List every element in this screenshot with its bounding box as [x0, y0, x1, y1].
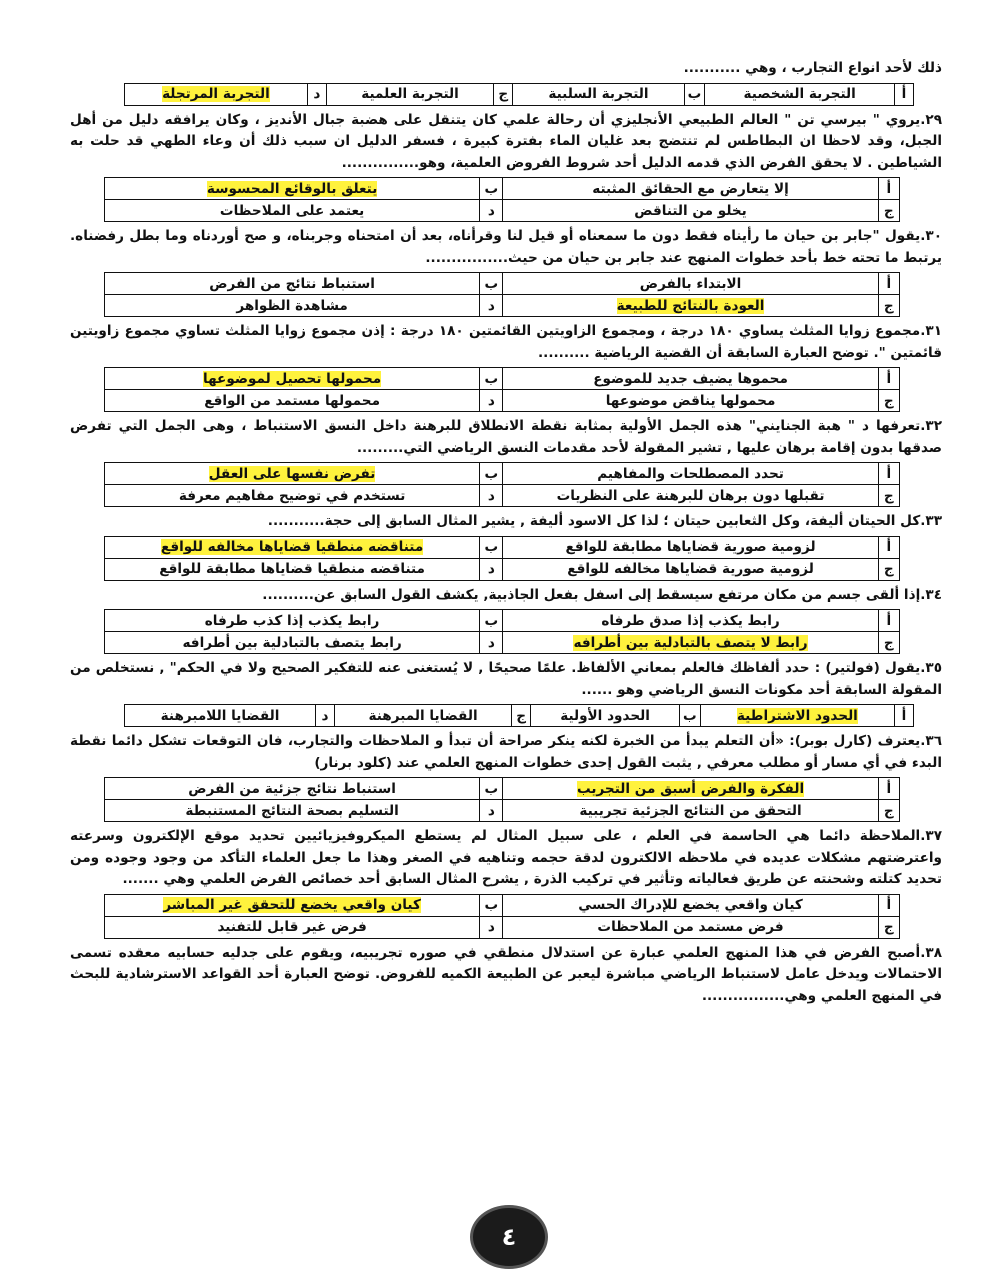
option-text — [503, 778, 878, 800]
option-label: الحدود الأولية — [560, 707, 650, 724]
option-text — [503, 800, 878, 822]
question-text: ٢٩.يروي " بيرسي تن " العالم الطبيعي الأنجليزي أن رحالة علمي كان يتنقل على هضبة جبال الأنديز ، وكان يرافقه دليل من أهل الجبل، وقد لاحظا ان البطاطس لم تنتضج بعد غليان الماء بفترة كبيرة ، فسفر الدليل ان سبب ذلك أن وعاء الطهي قد حلت به الشياطين . لا يحقق الفرض الذي قدمه الدليل أحد شروط الفروض العلمية، وهو............... — [70, 111, 942, 171]
option-text — [335, 705, 512, 727]
option-label: التجربة الشخصية — [743, 86, 856, 102]
option-letter: د — [480, 916, 503, 938]
option-letter: ب — [480, 610, 503, 632]
option-text — [503, 273, 878, 295]
option-text — [503, 916, 878, 938]
option-text — [105, 536, 480, 558]
option-text — [503, 295, 878, 317]
highlighted-answer: محمولها تحصيل لموضوعها — [202, 370, 382, 387]
answer-options-table — [104, 272, 900, 317]
option-label: يخلو من التناقض — [634, 202, 747, 219]
question-text: ٣٨.أصبح الفرض في هذا المنهج العلمي عبارة عن استدلال منطقي في صوره تجريبيه، ويقوم على جدليه حسابيه معقده تسمى الاحتمالات ويدخل عامل لاستنباط الرياضي مباشرة ليعبر عن الطبيعة الكميه للفروض. توضح العبارة أحد القواعد الاسترشادية للبحث في المنهج العلمي وهي................ — [70, 944, 942, 1004]
option-text — [105, 916, 480, 938]
option-letter: ب — [480, 368, 503, 390]
question-text: ٣٠.يقول "جابر بن حيان ما رأيناه فقط دون ما سمعناه أو قيل لنا وقرأناه، بعد أن امتحناه وجربناه، و صح أوردناه وما بطل رفضناه. يرتبط ما تحته خط بأحد خطوات المنهج عند جابر بن حيان من حيث................ — [70, 228, 942, 266]
options-row — [105, 778, 900, 800]
option-text — [503, 536, 878, 558]
option-label: تحدد المصطلحات والمفاهيم — [597, 465, 784, 482]
option-label: كيان واقعي يخضع للإدراك الحسي — [578, 897, 803, 913]
option-label: الابتداء بالفرض — [639, 275, 742, 292]
option-label: فرض غير قابل للتفنيد — [217, 919, 367, 935]
option-label: يعتمد على الملاحظات — [219, 202, 365, 219]
question-text: ٣١.مجموع زوايا المثلث يساوي ١٨٠ درجة ، ومجموع الزاويتين القائمتين ١٨٠ درجة : إذن مجموع زوايا المثلث تساوي مجموع زاويتين قائمتين ". توضح العبارة السابقة أن القضية الرياضية .......... — [70, 323, 942, 361]
answer-options-table — [104, 367, 900, 412]
question-text: ٣٢.تعرفها د " هبة الجنايني" هذه الجمل الأولية بمثابة نقطة الانطلاق للبرهنة داخل النسق الاستنباط ، وهى الجمل التي تفرض صدقها بدون إقامة برهان عليها , تشير المقولة لأحد مقدمات النسق الرياضي التي......... — [70, 418, 942, 456]
option-letter: ج — [878, 916, 899, 938]
answer-options-table — [104, 609, 900, 654]
option-letter: أ — [895, 83, 914, 105]
option-letter: أ — [878, 178, 899, 200]
option-text — [125, 83, 308, 105]
answer-options-table — [104, 894, 900, 939]
question-text: ٣٦.يعترف (كارل بوبر): «أن التعلم يبدأ من الخبرة لكنه ينكر صراحة أن تبدأ و الملاحظات والتجارب، فان التوقعات تشكل دائما نقطة البدء في أي مسار أو مطلب معرفي , يثبت القول إحدى خطوات المنهج العلمي عند (كلود برنار) — [70, 733, 942, 771]
option-label: القضايا اللامبرهنة — [160, 707, 280, 724]
option-label: استنباط نتائج جزئية من الفرض — [188, 780, 396, 797]
option-text — [105, 273, 480, 295]
option-text — [105, 778, 480, 800]
option-label: متناقضه منطقيا قضاياها مطابقة للواقع — [159, 561, 425, 577]
option-letter: ب — [480, 178, 503, 200]
options-row — [105, 916, 900, 938]
option-text — [513, 83, 684, 105]
option-label: رابط يتصف بالتبادلية بين أطرافه — [182, 634, 402, 651]
option-text — [105, 368, 480, 390]
option-label: التجربة السلبية — [548, 86, 649, 102]
option-letter: ج — [878, 632, 899, 654]
question-text: ٣٤.إذا ألقى جسم من مكان مرتفع سيسقط إلى اسفل بفعل الجاذبية, يكشف القول السابق عن.......... — [262, 586, 942, 603]
option-letter: د — [480, 800, 503, 822]
question-text: ذلك لأحد انواع التجارب ، وهي ........... — [683, 60, 942, 76]
option-letter: ج — [512, 705, 531, 727]
options-row — [105, 485, 900, 507]
option-text — [503, 178, 878, 200]
option-letter: د — [480, 295, 503, 317]
option-label: التحقق من النتائج الجزئية تجريبية — [579, 802, 802, 819]
option-letter: أ — [878, 610, 899, 632]
highlighted-answer: تفرض نفسها على العقل — [208, 465, 376, 482]
options-row — [105, 894, 900, 916]
option-label: رابط يكذب إذا صدق طرفاه — [601, 612, 780, 629]
answer-options-table — [104, 177, 900, 222]
option-letter: أ — [878, 463, 899, 485]
option-letter: ب — [680, 705, 701, 727]
option-letter: ب — [480, 273, 503, 295]
option-letter: ج — [878, 390, 899, 412]
highlighted-answer: الحدود الاشتراطية — [736, 707, 858, 724]
option-text — [125, 705, 316, 727]
option-text — [105, 178, 480, 200]
option-letter: د — [307, 83, 326, 105]
options-row — [105, 536, 900, 558]
option-letter: د — [480, 485, 503, 507]
option-text — [503, 632, 878, 654]
option-label: محمولها مستمد من الواقع — [204, 392, 380, 409]
option-text — [503, 558, 878, 580]
option-letter: ج — [494, 83, 513, 105]
options-row — [105, 610, 900, 632]
options-row — [125, 83, 914, 105]
option-letter: د — [316, 705, 335, 727]
answer-options-table — [104, 536, 900, 581]
highlighted-answer: يتعلق بالوقائع المحسوسة — [206, 180, 378, 197]
options-row — [105, 178, 900, 200]
option-text — [105, 632, 480, 654]
option-letter: ج — [878, 200, 899, 222]
highlighted-answer: رابط لا يتصف بالتبادلية بين أطرافه — [573, 634, 808, 651]
option-label: استنباط نتائج من الفرض — [209, 275, 375, 292]
option-text — [503, 390, 878, 412]
option-letter: أ — [895, 705, 914, 727]
options-row — [105, 368, 900, 390]
option-letter: د — [480, 632, 503, 654]
option-label: التجربة العلمية — [361, 86, 459, 102]
option-text — [105, 800, 480, 822]
option-text — [503, 200, 878, 222]
options-row — [105, 463, 900, 485]
option-letter: ج — [878, 485, 899, 507]
highlighted-answer: كيان واقعي يخضع للتحقق غير المباشر — [163, 897, 421, 913]
option-letter: أ — [878, 368, 899, 390]
option-text — [105, 558, 480, 580]
option-label: إلا يتعارض مع الحقائق المثبته — [592, 180, 789, 197]
highlighted-answer: متناقضه منطقيا قضاياها مخالفه للواقع — [160, 539, 424, 555]
option-text — [531, 705, 680, 727]
options-row — [105, 295, 900, 317]
options-row — [105, 200, 900, 222]
answer-options-table — [104, 462, 900, 507]
option-text — [503, 463, 878, 485]
option-letter: ب — [480, 894, 503, 916]
option-letter: أ — [878, 536, 899, 558]
page-number-badge — [470, 1205, 548, 1269]
option-text — [326, 83, 493, 105]
option-label: لزومية صورية قضاياها مطابقة للواقع — [565, 539, 816, 555]
option-label: تقبلها دون برهان للبرهنة على النظريات — [556, 487, 825, 504]
option-letter: أ — [878, 894, 899, 916]
option-label: مشاهدة الظواهر — [236, 297, 348, 314]
option-text — [700, 705, 894, 727]
options-row — [105, 800, 900, 822]
highlighted-answer: التجربة المرتجلة — [162, 86, 270, 102]
option-letter: ب — [480, 778, 503, 800]
option-text — [503, 610, 878, 632]
options-row — [105, 273, 900, 295]
option-label: محمولها يناقض موضوعها — [605, 392, 776, 409]
option-text — [503, 368, 878, 390]
answer-options-table — [124, 704, 914, 727]
option-text — [105, 894, 480, 916]
option-label: تستخدم في توضيح مفاهيم معرفة — [178, 487, 406, 504]
highlighted-answer: العودة بالنتائج للطبيعة — [616, 297, 765, 314]
options-row — [125, 705, 914, 727]
options-row — [105, 390, 900, 412]
option-label: رابط يكذب إذا كذب طرفاه — [204, 612, 380, 629]
options-row — [105, 632, 900, 654]
option-text — [105, 200, 480, 222]
option-letter: أ — [878, 273, 899, 295]
option-letter: ب — [480, 463, 503, 485]
option-text — [105, 463, 480, 485]
option-label: محموها يضيف جديد للموضوع — [593, 370, 788, 387]
option-text — [105, 295, 480, 317]
option-text — [105, 485, 480, 507]
answer-options-table — [124, 83, 914, 106]
option-label: التسليم بصحة النتائج المستنبطة — [185, 802, 399, 819]
question-content — [70, 58, 942, 1007]
option-label: لزومية صورية قضاياها مخالفه للواقع — [567, 561, 814, 577]
option-letter: د — [480, 390, 503, 412]
option-text — [705, 83, 895, 105]
question-text: ٣٣.كل الحيتان أليفة، وكل الثعابين حيتان ؛ لذا كل الاسود أليفة , يشير المثال السابق إلى حجة........... — [267, 513, 942, 529]
option-label: القضايا المبرهنة — [368, 707, 478, 724]
option-letter: ج — [878, 558, 899, 580]
question-text: ٣٥.يقول (فولتير) : حدد ألفاظك فالعلم بمعاني الألفاظ. علمًا صحيحًا , لا يُستغنى عنه للتفكير الصحيح ولا في الحكم" , نستخلص من المقولة السابقة أحد مكونات النسق الرياضي وهو ...... — [70, 660, 942, 698]
option-letter: أ — [878, 778, 899, 800]
page-number: ٤ — [501, 1223, 517, 1251]
option-letter: ب — [480, 536, 503, 558]
option-letter: ج — [878, 800, 899, 822]
option-text — [105, 390, 480, 412]
question-text: ٣٧.الملاحظة دائما هي الحاسمة في العلم ، على سبيل المثال لم يستطع الميكروفيزيائيين تحديد موقع الإلكترون وسرعته واعترضتهم مشكلات عديده في ملاحظه الالكترون لدقة حجمه وتناهيه في الصغر وهذا ما جعل العلماء التأكد من وجود وجوده ومن تحديد كتلته وشحنته عن طريق فعالياته وتأثير في تركيب الذرة , يشرح المثال السابق أحد خصائص الفرض العلمي وهي ....... — [70, 828, 942, 887]
option-text — [503, 485, 878, 507]
option-label: فرض مستمد من الملاحظات — [597, 919, 784, 935]
option-letter: د — [480, 200, 503, 222]
answer-options-table — [104, 777, 900, 822]
option-letter: د — [480, 558, 503, 580]
highlighted-answer: الفكرة والفرض أسبق من التجريب — [576, 780, 805, 797]
option-letter: ب — [684, 83, 705, 105]
option-text — [503, 894, 878, 916]
option-text — [105, 610, 480, 632]
options-row — [105, 558, 900, 580]
option-letter: ج — [878, 295, 899, 317]
